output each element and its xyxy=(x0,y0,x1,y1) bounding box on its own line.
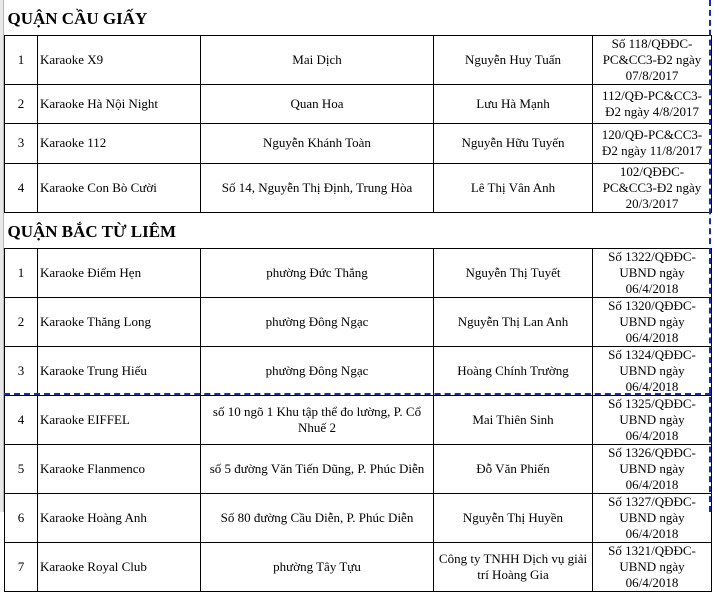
table-row xyxy=(5,444,712,493)
cell-decision[interactable]: Số 118/QĐĐC-PC&CC3-Đ2 ngày 07/8/2017 xyxy=(593,35,712,84)
cell-address[interactable]: Số 14, Nguyễn Thị Định, Trung Hòa xyxy=(201,163,434,212)
cell-venue-name[interactable]: Karaoke Royal Club xyxy=(38,542,201,591)
cell-venue-name[interactable]: Karaoke Thăng Long xyxy=(38,297,201,346)
cell-owner[interactable]: Nguyễn Hữu Tuyến xyxy=(434,123,593,163)
cell-owner[interactable]: Nguyễn Huy Tuấn xyxy=(434,35,593,84)
cell-venue-name[interactable]: Karaoke Hoàng Anh xyxy=(38,493,201,542)
cell-venue-name[interactable]: Karaoke Trung Hiếu xyxy=(38,346,201,395)
cell-owner[interactable]: Đỗ Văn Phiến xyxy=(434,444,593,493)
cell-address[interactable]: phường Đông Ngạc xyxy=(201,346,434,395)
cell-venue-name[interactable]: Karaoke X9 xyxy=(38,35,201,84)
cell-number[interactable]: 7 xyxy=(5,542,38,591)
cell-owner[interactable]: Hoàng Chính Trường xyxy=(434,346,593,395)
cell-address[interactable]: phường Tây Tựu xyxy=(201,542,434,591)
table-row xyxy=(5,84,712,123)
cell-number[interactable]: 4 xyxy=(5,163,38,212)
cell-number[interactable]: 2 xyxy=(5,84,38,123)
cell-number[interactable]: 4 xyxy=(5,395,38,444)
table-row xyxy=(5,346,712,395)
cell-address[interactable]: phường Đông Ngạc xyxy=(201,297,434,346)
cell-address[interactable]: Mai Dịch xyxy=(201,35,434,84)
section-title: QUẬN BẮC TỪ LIÊM xyxy=(5,212,712,248)
section-header xyxy=(5,212,712,248)
cell-decision[interactable]: 112/QĐ-PC&CC3-Đ2 ngày 4/8/2017 xyxy=(593,84,712,123)
cell-owner[interactable]: Nguyễn Thị Lan Anh xyxy=(434,297,593,346)
table-row xyxy=(5,163,712,212)
cell-address[interactable]: Số 80 đường Cầu Diễn, P. Phúc Diễn xyxy=(201,493,434,542)
table-row xyxy=(5,395,712,444)
cell-decision[interactable]: Số 1322/QĐĐC-UBND ngày 06/4/2018 xyxy=(593,248,712,297)
table-row xyxy=(5,35,712,84)
cell-owner[interactable]: Nguyễn Thị Tuyết xyxy=(434,248,593,297)
cell-venue-name[interactable]: Karaoke Điểm Hẹn xyxy=(38,248,201,297)
section-header xyxy=(5,0,712,35)
cell-decision[interactable]: Số 1325/QĐĐC-UBND ngày 06/4/2018 xyxy=(593,395,712,444)
cell-venue-name[interactable]: Karaoke Hà Nội Night xyxy=(38,84,201,123)
cell-decision[interactable]: Số 1326/QĐĐC-UBND ngày 06/4/2018 xyxy=(593,444,712,493)
page-break-horizontal xyxy=(4,393,711,395)
page-break-vertical xyxy=(709,0,711,512)
cell-owner[interactable]: Công ty TNHH Dịch vụ giải trí Hoàng Gia xyxy=(434,542,593,591)
table-row xyxy=(5,297,712,346)
cell-number[interactable]: 3 xyxy=(5,346,38,395)
cell-venue-name[interactable]: Karaoke Flanmenco xyxy=(38,444,201,493)
cell-decision[interactable]: Số 1320/QĐĐC-UBND ngày 06/4/2018 xyxy=(593,297,712,346)
cell-venue-name[interactable]: Karaoke 112 xyxy=(38,123,201,163)
cell-owner[interactable]: Lê Thị Vân Anh xyxy=(434,163,593,212)
table-row xyxy=(5,542,712,591)
cell-venue-name[interactable]: Karaoke EIFFEL xyxy=(38,395,201,444)
section-title: QUẬN CẦU GIẤY xyxy=(5,0,712,35)
cell-number[interactable]: 6 xyxy=(5,493,38,542)
cell-decision[interactable]: 120/QĐ-PC&CC3-Đ2 ngày 11/8/2017 xyxy=(593,123,712,163)
cell-address[interactable]: số 5 đường Văn Tiến Dũng, P. Phúc Diễn xyxy=(201,444,434,493)
cell-decision[interactable]: Số 1327/QĐĐC-UBND ngày 06/4/2018 xyxy=(593,493,712,542)
cell-owner[interactable]: Mai Thiên Sinh xyxy=(434,395,593,444)
table-row xyxy=(5,123,712,163)
cell-address[interactable]: phường Đức Thắng xyxy=(201,248,434,297)
cell-owner[interactable]: Nguyễn Thị Huyền xyxy=(434,493,593,542)
cell-number[interactable]: 1 xyxy=(5,35,38,84)
cell-decision[interactable]: Số 1321/QĐĐC-UBND ngày 06/4/2018 xyxy=(593,542,712,591)
cell-number[interactable]: 3 xyxy=(5,123,38,163)
karaoke-table xyxy=(4,0,712,592)
cell-owner[interactable]: Lưu Hà Mạnh xyxy=(434,84,593,123)
cell-decision[interactable]: 102/QĐĐC-PC&CC3-Đ2 ngày 20/3/2017 xyxy=(593,163,712,212)
cell-address[interactable]: số 10 ngõ 1 Khu tập thể đo lường, P. Cổ Nhuế 2 xyxy=(201,395,434,444)
cell-venue-name[interactable]: Karaoke Con Bò Cười xyxy=(38,163,201,212)
cell-number[interactable]: 5 xyxy=(5,444,38,493)
table-row xyxy=(5,248,712,297)
cell-address[interactable]: Quan Hoa xyxy=(201,84,434,123)
cell-decision[interactable]: Số 1324/QĐĐC-UBND ngày 06/4/2018 xyxy=(593,346,712,395)
table-row xyxy=(5,493,712,542)
cell-number[interactable]: 2 xyxy=(5,297,38,346)
cell-address[interactable]: Nguyễn Khánh Toàn xyxy=(201,123,434,163)
cell-number[interactable]: 1 xyxy=(5,248,38,297)
